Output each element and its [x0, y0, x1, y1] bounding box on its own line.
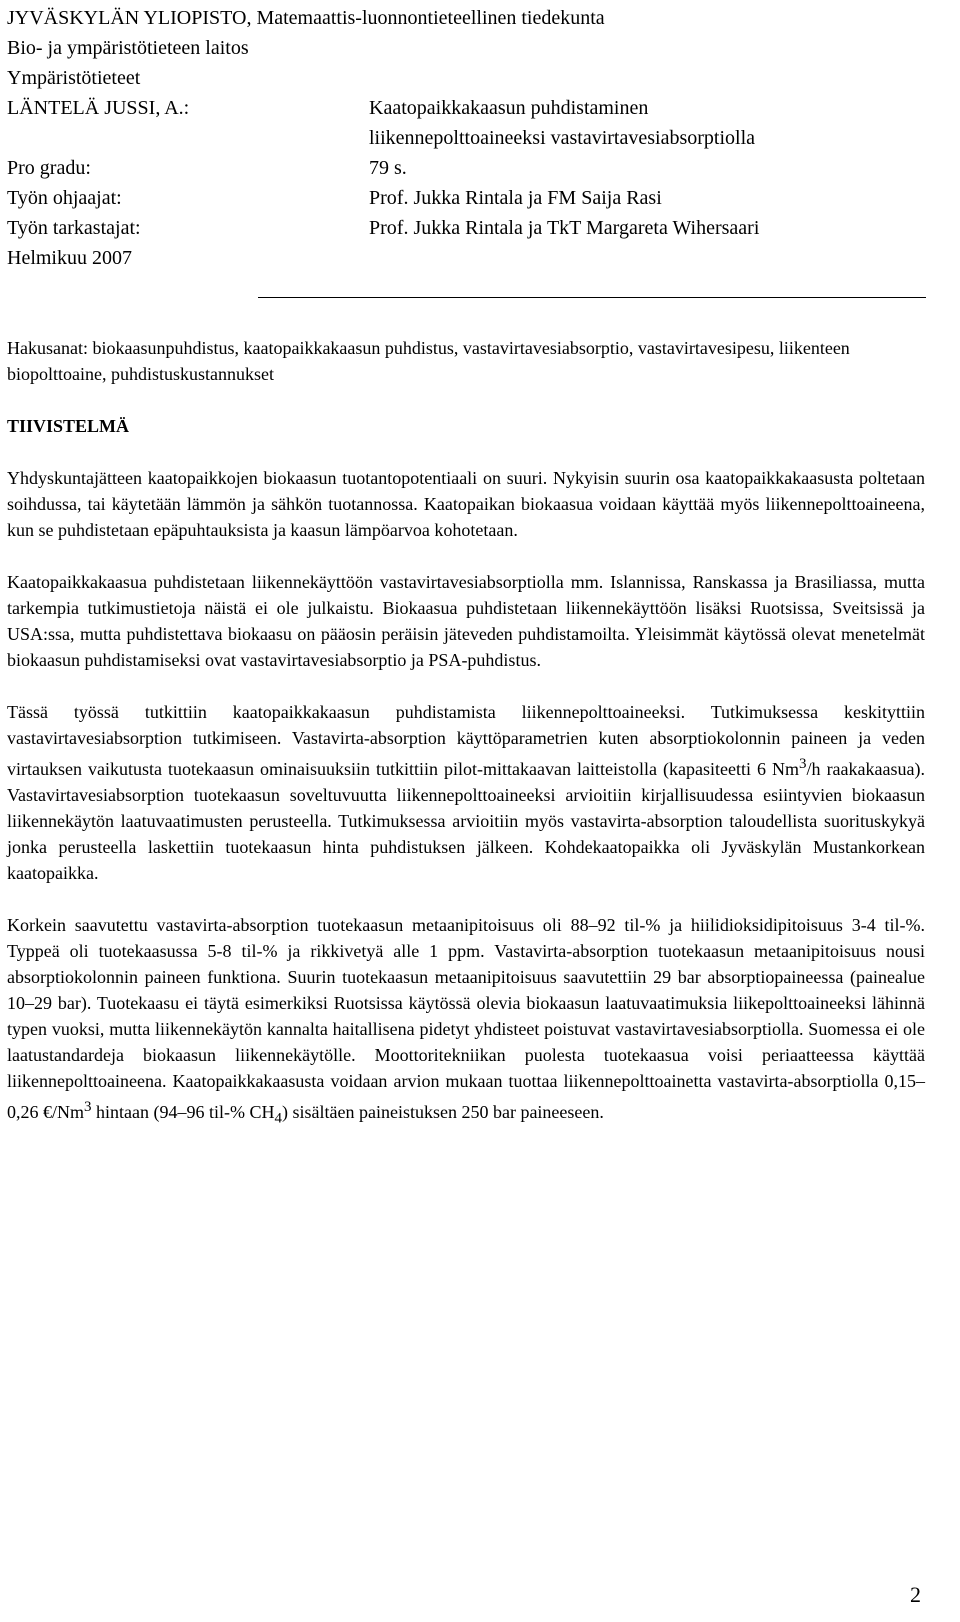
abstract-paragraph-3 — [7, 699, 925, 886]
thesis-value: 79 s. — [369, 157, 407, 179]
reviewers-value: Prof. Jukka Rintala ja TkT Margareta Wihersaari — [369, 217, 760, 239]
abstract-body — [7, 335, 925, 1158]
reviewers-label: Työn tarkastajat: — [7, 217, 141, 239]
paragraph-4-text-b: hintaan (94–96 til-% CH — [91, 1102, 275, 1122]
paragraph-4-text-c: ) sisältäen paineistuksen 250 bar paineeseen. — [282, 1102, 604, 1122]
department-line: Bio- ja ympäristötieteen laitos — [7, 37, 249, 59]
thesis-header — [7, 3, 947, 273]
thesis-row — [7, 153, 947, 183]
supervisors-row — [7, 183, 947, 213]
reviewers-row — [7, 213, 947, 243]
field-line: Ympäristötieteet — [7, 67, 141, 89]
abstract-paragraph-2: Kaatopaikkakaasua puhdistetaan liikennekäyttöön vastavirtavesiabsorptiolla mm. Islannissa, Ranskassa ja Brasiliassa, mutta tarkempia tutkimustietoja näistä ei ole julkaistu. Biokaasua puhdistetaan liikennekäyttöön lisäksi Ruotsissa, Sveitsissä ja USA:ssa, mutta puhdistettava biokaasu on pääosin peräisin jäteveden puhdistamoilta. Yleisimmät käytössä olevat menetelmät biokaasun puhdistamiseksi ovat vastavirtavesiabsorptio ja PSA-puhdistus. — [7, 572, 925, 670]
author-name: LÄNTELÄ JUSSI, A.: — [7, 97, 190, 119]
supervisors-value: Prof. Jukka Rintala ja FM Saija Rasi — [369, 187, 662, 209]
supervisors-label: Työn ohjaajat: — [7, 187, 122, 209]
paragraph-4-text-a: Korkein saavutettu vastavirta-absorption tuotekaasun metaanipitoisuus oli 88–92 til-% ja hiilidioksidipitoisuus 3-4 til-%. Typpeä oli tuotekaasussa 5-8 til-% ja rikkivetyä alle 1 ppm. Vastavirta-absorption tuotekaasun metaanipitoisuus nousi absorptiokolonnin paineen funktiona. Suurin tuotekaasun metaanipitoisuus saavutettiin 29 bar absorptiopaineessa (painealue 10–29 bar). Tuotekaasu ei täytä esimerkiksi Ruotsissa käytössä olevia biokaasun laatuvaatimuksia liikepolttoaineeksi lähinnä typen vuoksi, mutta liikennekäytön kannalta haitallisena pidetyt yhdisteet poistuvat vastavirtavesiabsorptiolla. Suomessa ei ole laatustandardeja biokaasun liikennekäytölle. Moottoritekniikan puolesta tuotekaasua voisi periaatteessa käyttää liikennepolttoaineena. Kaatopaikkakaasusta voidaan arvion mukaan tuottaa liikennepolttoainetta vastavirta-absorptiolla 0,15–0,26 €/Nm — [7, 915, 925, 1122]
empty-label — [7, 123, 369, 153]
paragraph-3-text-a: Tässä työssä tutkittiin kaatopaikkakaasun puhdistamista liikennepolttoaineeksi. Tutkimuksessa keskityttiin vastavirtavesiabsorption tutkimiseen. Vastavirta-absorption käyttöparametrien kuten absorptiokolonnin paineen ja veden virtauksen vaikutusta tuotekaasun ominaisuuksiin tutkittiin pilot-mittakaavan laitteistolla (kapasiteetti 6 Nm — [7, 702, 925, 779]
paragraph-3-text-b: /h raakakaasua). Vastavirtavesiabsorption tuotekaasun soveltuvuutta liikennepolttoaineeksi arvioitiin kirjallisuudessa esiintyvien biokaasun liikennekäytön laatuvaatimusten perusteella. Tutkimuksessa arvioitiin myös vastavirta-absorption taloudellista suorituskykyä jonka perusteella laskettiin tuotekaasun hinta puhdistuksen jälkeen. Kohdekaatopaikka oli Jyväskylän Mustankorkean kaatopaikka. — [7, 759, 925, 883]
page-number: 2 — [910, 1582, 921, 1607]
university-line: JYVÄSKYLÄN YLIOPISTO, Matemaattis-luonnontieteellinen tiedekunta — [7, 7, 605, 29]
abstract-paragraph-4 — [7, 912, 925, 1132]
keywords-paragraph: Hakusanat: biokaasunpuhdistus, kaatopaikkakaasun puhdistus, vastavirtavesiabsorptio, vastavirtavesipesu, liikenteen biopolttoaine, puhdistuskustannukset — [7, 338, 850, 384]
date-line: Helmikuu 2007 — [7, 247, 132, 269]
horizontal-rule — [258, 297, 926, 298]
thesis-label: Pro gradu: — [7, 157, 91, 179]
title-continuation-row — [7, 123, 947, 153]
subscript-4: 4 — [274, 1110, 282, 1127]
abstract-heading: TIIVISTELMÄ — [7, 416, 130, 436]
thesis-title-line1: Kaatopaikkakaasun puhdistaminen — [369, 97, 649, 119]
author-row — [7, 93, 947, 123]
superscript-3: 3 — [799, 756, 807, 772]
abstract-paragraph-1: Yhdyskuntajätteen kaatopaikkojen biokaasun tuotantopotentiaali on suuri. Nykyisin suurin osa kaatopaikkakaasusta poltetaan soihdussa, tai käytetään lämmön ja sähkön tuotannossa. Kaatopaikan biokaasua voidaan käyttää myös liikennepolttoaineena, kun se puhdistetaan epäpuhtauksista ja kaasun lämpöarvoa kohotetaan. — [7, 468, 925, 540]
thesis-title-line2: liikennepolttoaineeksi vastavirtavesiabsorptiolla — [369, 127, 756, 149]
superscript-3: 3 — [84, 1099, 92, 1115]
